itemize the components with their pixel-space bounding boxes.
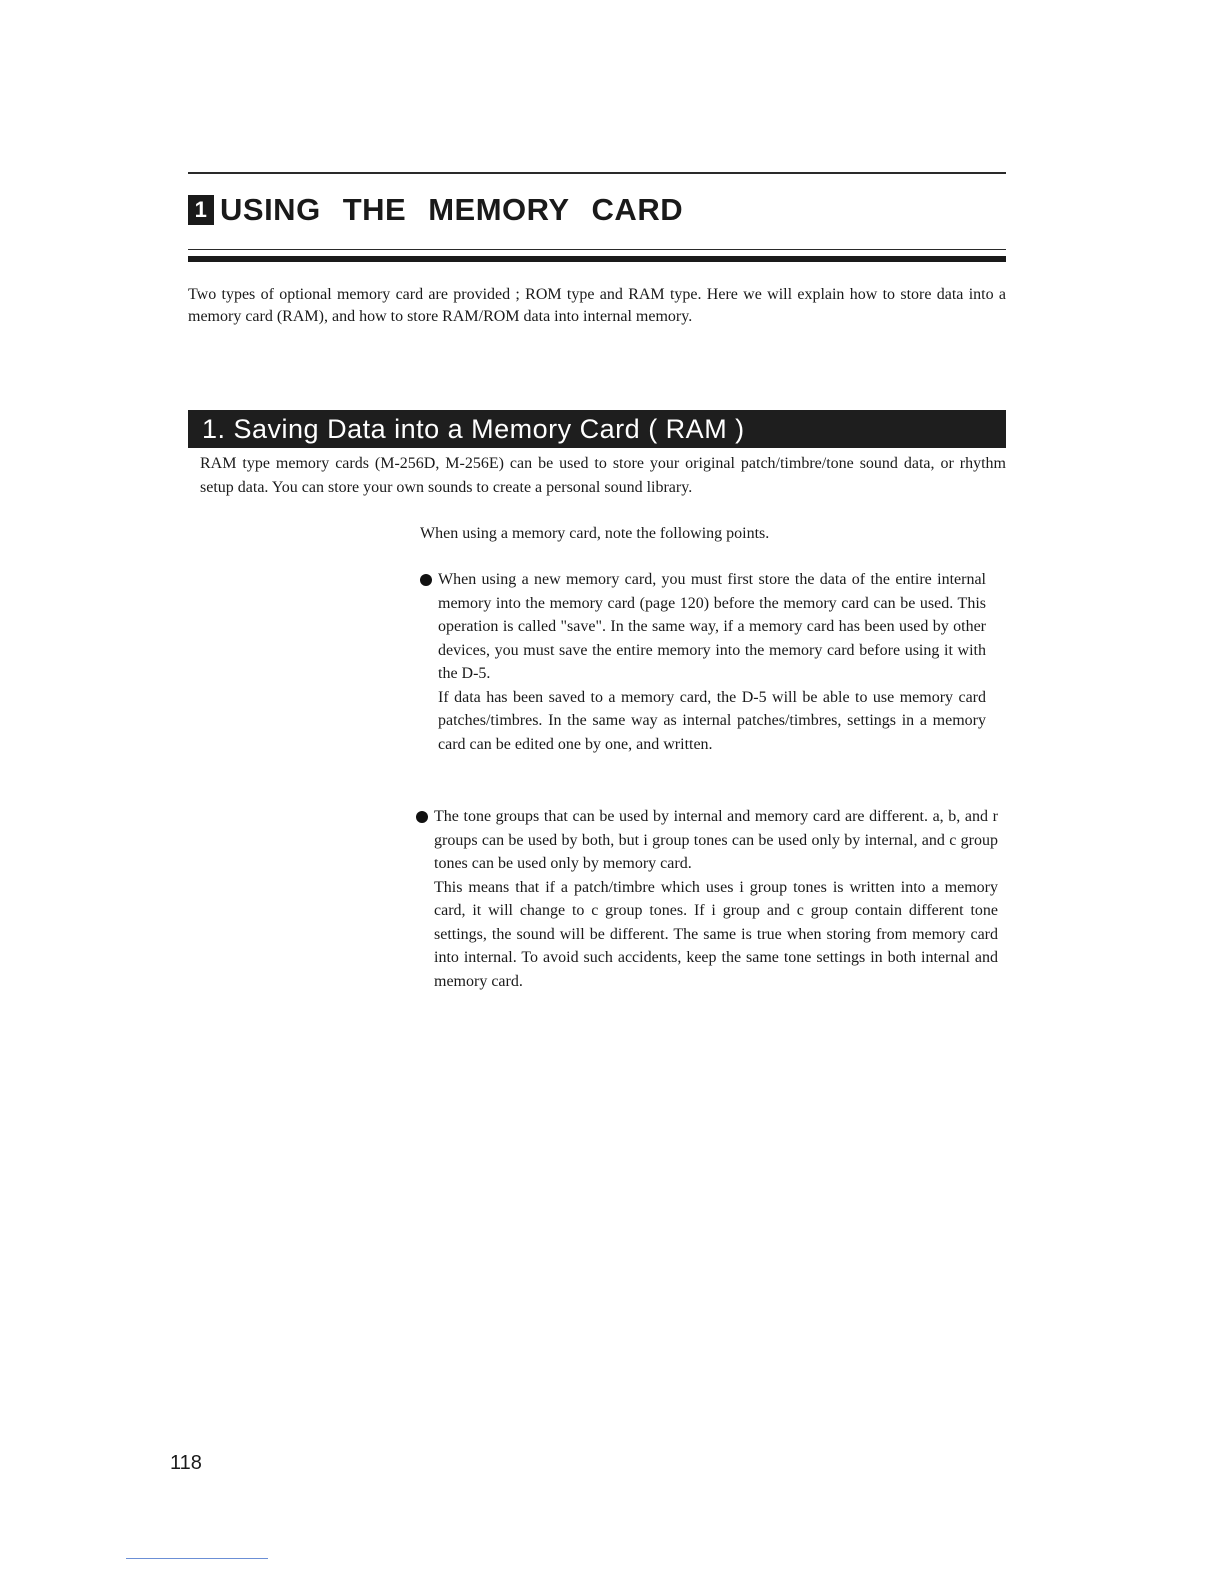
footer-line <box>126 1558 268 1559</box>
note-bullet-2 <box>416 805 998 993</box>
chapter-title-word: CARD <box>591 192 684 227</box>
top-rule <box>188 172 1006 174</box>
bullet-continuation: If data has been saved to a memory card, the D-5 will be able to use memory card patches/timbres. In the same way as internal patches/timbres, settings in a memory card can be edited one by one, and written. <box>438 688 986 753</box>
bullet-row <box>416 805 998 876</box>
section-heading: 1. Saving Data into a Memory Card ( RAM ) <box>202 414 745 444</box>
bullet-continuation: This means that if a patch/timbre which uses i group tones is written into a memory card, it will change to c group tones. If i group and c group contain different tone settings, the sound will be different. The same is true when storing from memory card into internal. To avoid such accidents, keep the same tone settings in both internal and memory card. <box>434 878 998 990</box>
chapter-title-word: USING <box>220 192 321 227</box>
note-bullet-1 <box>420 568 986 756</box>
bullet-text: The tone groups that can be used by internal and memory card are different. a, b, and r groups can be used by both, but i group tones can be used only by internal, and c group tones can be used only by memory card. <box>434 808 998 872</box>
bullet-icon <box>420 574 432 586</box>
bullet-icon <box>416 811 428 823</box>
section-heading-bar <box>188 410 1006 448</box>
chapter-title <box>188 190 705 230</box>
chapter-title-word: MEMORY <box>428 192 570 227</box>
title-underline-thick <box>188 256 1006 262</box>
chapter-title-word: THE <box>342 192 407 227</box>
title-underline-thin <box>188 249 1006 250</box>
intro-paragraph: Two types of optional memory card are provided ; ROM type and RAM type. Here we will explain how to store data into a memory card (RAM), and how to store RAM/ROM data into internal memory. <box>188 286 1006 325</box>
bullet-row <box>420 568 986 686</box>
page-number: 118 <box>170 1452 202 1474</box>
bullet-text: When using a new memory card, you must first store the data of the entire internal memory into the memory card (page 120) before the memory card can be used. This operation is called "save". In the same way, if a memory card has been used by other devices, you must save the entire memory into the memory card before using it with the D-5. <box>438 571 986 682</box>
chapter-number-badge: 1 <box>188 195 214 225</box>
section-body-paragraph: RAM type memory cards (M-256D, M-256E) can be used to store your original patch/timbre/tone sound data, or rhythm setup data. You can store your own sounds to create a personal sound library. <box>200 455 1006 496</box>
notes-lead-text: When using a memory card, note the following points. <box>420 525 770 542</box>
